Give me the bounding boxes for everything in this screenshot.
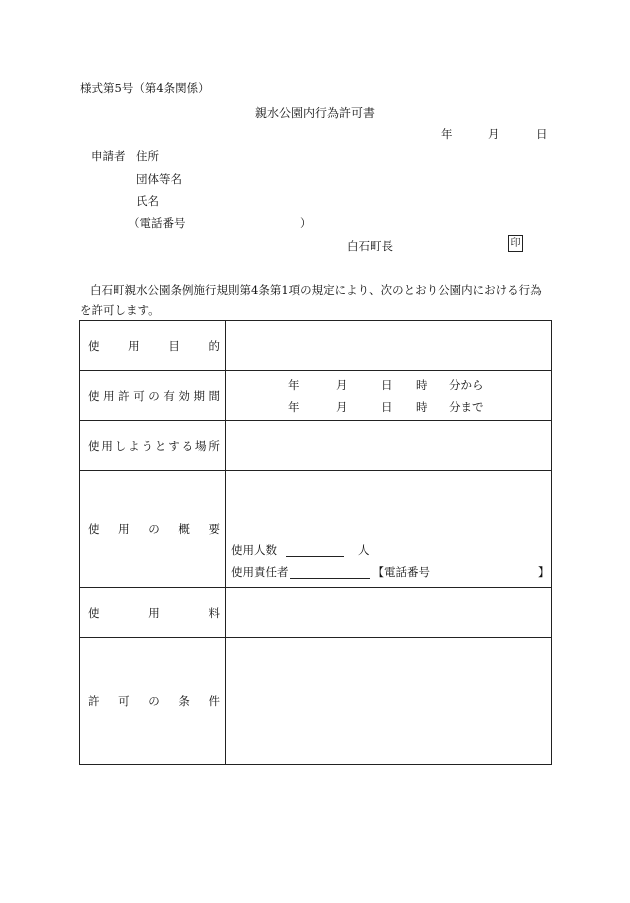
period-row [80,371,552,421]
people-unit: 人 [358,543,370,557]
place-label-cell [80,421,226,471]
purpose-label-cell [80,321,226,371]
date-day-label: 日 [536,127,548,141]
applicant-label: 申請者 [91,149,126,163]
intro-text: 白石町親水公園条例施行規則第4条第1項の規定により、次のとおり公園内における行為を許可します。 [80,283,542,317]
purpose-row [80,321,552,371]
seal-mark: 印 [508,235,523,252]
conditions-label-cell [80,638,226,765]
issuer-name: 白石町長 [347,239,393,253]
permit-table [79,320,552,765]
people-blank[interactable] [286,544,344,557]
date-month-label: 月 [488,127,500,141]
manager-line [231,561,551,583]
fee-row [80,588,552,638]
place-label: 使 用 し よ う と す る 場 所 [88,438,220,453]
fee-label: 使 用 料 [88,605,220,620]
date-year-label: 年 [441,127,453,141]
phone-label: （電話番号 [128,216,186,230]
conditions-label: 許 可 の 条 件 [88,694,220,708]
phone-close-paren: ） [300,216,312,230]
conditions-row [80,638,552,765]
manager-phone-close: 】 [538,565,550,579]
address-label: 住所 [136,149,159,163]
document-title: 親水公園内行為許可書 [254,106,375,120]
overview-value-cell[interactable] [226,471,552,588]
purpose-label: 使 用 目 的 [88,338,220,353]
overview-row [80,471,552,588]
period-from-line: 年 月 日 時 分から [288,377,484,392]
people-line [231,539,551,561]
fee-label-cell [80,588,226,638]
manager-phone-label: 【電話番号 [372,565,430,579]
purpose-value-cell[interactable] [226,321,552,371]
conditions-value-cell[interactable] [226,638,552,765]
place-value-cell[interactable] [226,421,552,471]
overview-label: 使 用 の 概 要 [88,522,220,536]
period-value-cell[interactable] [226,371,552,421]
fee-value-cell[interactable] [226,588,552,638]
manager-label: 使用責任者 [231,565,289,579]
form-number-label: 様式第5号（第4条関係） [80,81,210,95]
place-row [80,421,552,471]
name-label: 氏名 [136,194,159,208]
period-label-cell [80,371,226,421]
manager-blank[interactable] [290,566,370,579]
people-label: 使用人数 [231,543,277,557]
period-to-line: 年 月 日 時 分まで [288,399,484,414]
organization-label: 団体等名 [136,172,182,186]
overview-label-cell [80,471,226,588]
period-label: 使 用 許 可 の 有 効 期 間 [88,388,220,403]
